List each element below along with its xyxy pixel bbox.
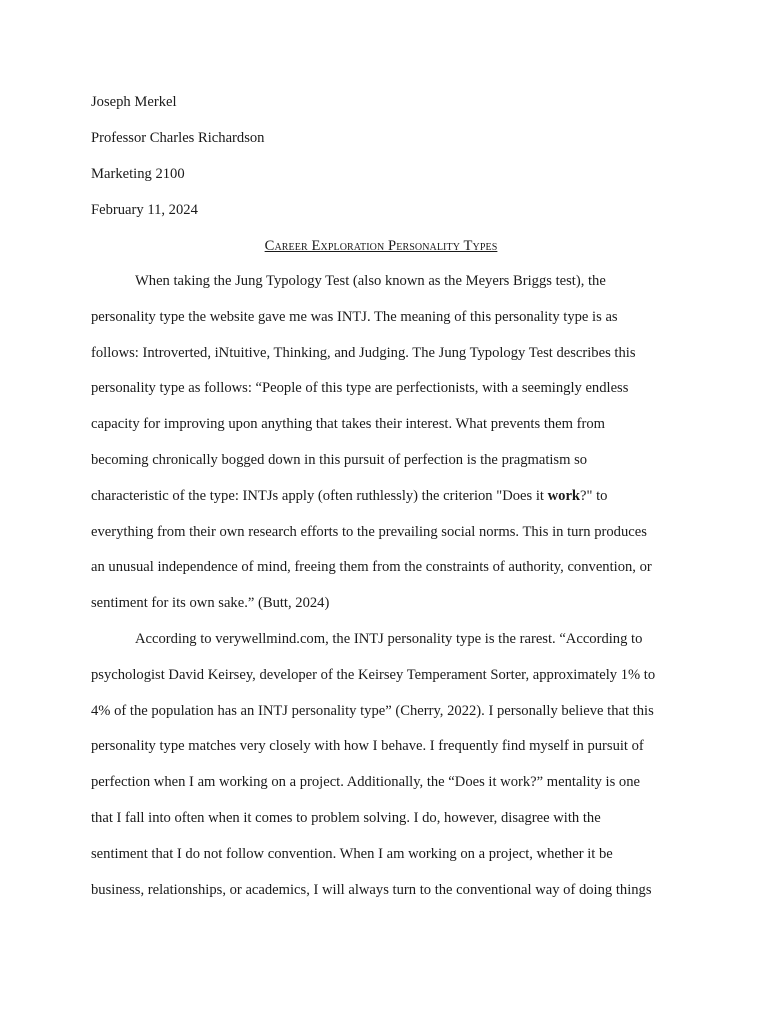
document-date: February 11, 2024 — [91, 202, 198, 218]
paragraph-line: business, relationships, or academics, I will always turn to the conventional way of doing things — [91, 881, 652, 898]
paragraph-line: personality type matches very closely with how I behave. I frequently find myself in pursuit of — [91, 738, 644, 755]
paragraph-line — [91, 479, 671, 515]
paragraph-line: perfection when I am working on a project. Additionally, the “Does it work?” mentality is one — [91, 774, 641, 791]
paragraph-line: an unusual independence of mind, freeing them from the constraints of authority, convention, or — [91, 559, 652, 576]
paragraph-line: that I fall into often when it comes to problem solving. I do, however, disagree with the — [91, 809, 601, 826]
paragraph-line: When taking the Jung Typology Test (also known as the Meyers Briggs test), the — [135, 273, 606, 289]
paragraph-line: follows: Introverted, iNtuitive, Thinking, and Judging. The Jung Typology Test describes this — [91, 344, 636, 361]
document-page — [91, 84, 671, 908]
paragraph-line: psychologist David Keirsey, developer of the Keirsey Temperament Sorter, approximately 1% to — [91, 666, 656, 683]
author-name: Joseph Merkel — [91, 94, 177, 110]
line-text: characteristic of the type: INTJs apply (often ruthlessly) the criterion "Does it — [91, 487, 548, 504]
paragraph-line: personality type the website gave me was INTJ. The meaning of this personality type is as — [91, 308, 618, 325]
paragraph-line: sentiment for its own sake.” (Butt, 2024) — [91, 595, 330, 612]
paragraph-line: 4% of the population has an INTJ personality type” (Cherry, 2022). I personally believe that this — [91, 702, 654, 719]
paragraph-line: According to verywellmind.com, the INTJ personality type is the rarest. “According to — [135, 630, 643, 647]
paragraph-line: everything from their own research efforts to the prevailing social norms. This in turn produces — [91, 523, 647, 540]
document-title: Career Exploration Personality Types — [264, 238, 498, 254]
paragraph-line: sentiment that I do not follow convention. When I am working on a project, whether it be — [91, 845, 613, 862]
paragraph-2 — [91, 622, 671, 908]
professor-name: Professor Charles Richardson — [91, 130, 265, 146]
paragraph-line: personality type as follows: “People of this type are perfectionists, with a seemingly endless — [91, 380, 629, 397]
bold-word: work — [547, 487, 581, 504]
paragraph-line: capacity for improving upon anything that takes their interest. What prevents them from — [91, 416, 606, 433]
paragraph-1 — [91, 264, 671, 622]
course-name: Marketing 2100 — [91, 166, 185, 182]
line-text: ?" to — [580, 487, 608, 504]
paragraph-line: becoming chronically bogged down in this pursuit of perfection is the pragmatism so — [91, 451, 588, 468]
